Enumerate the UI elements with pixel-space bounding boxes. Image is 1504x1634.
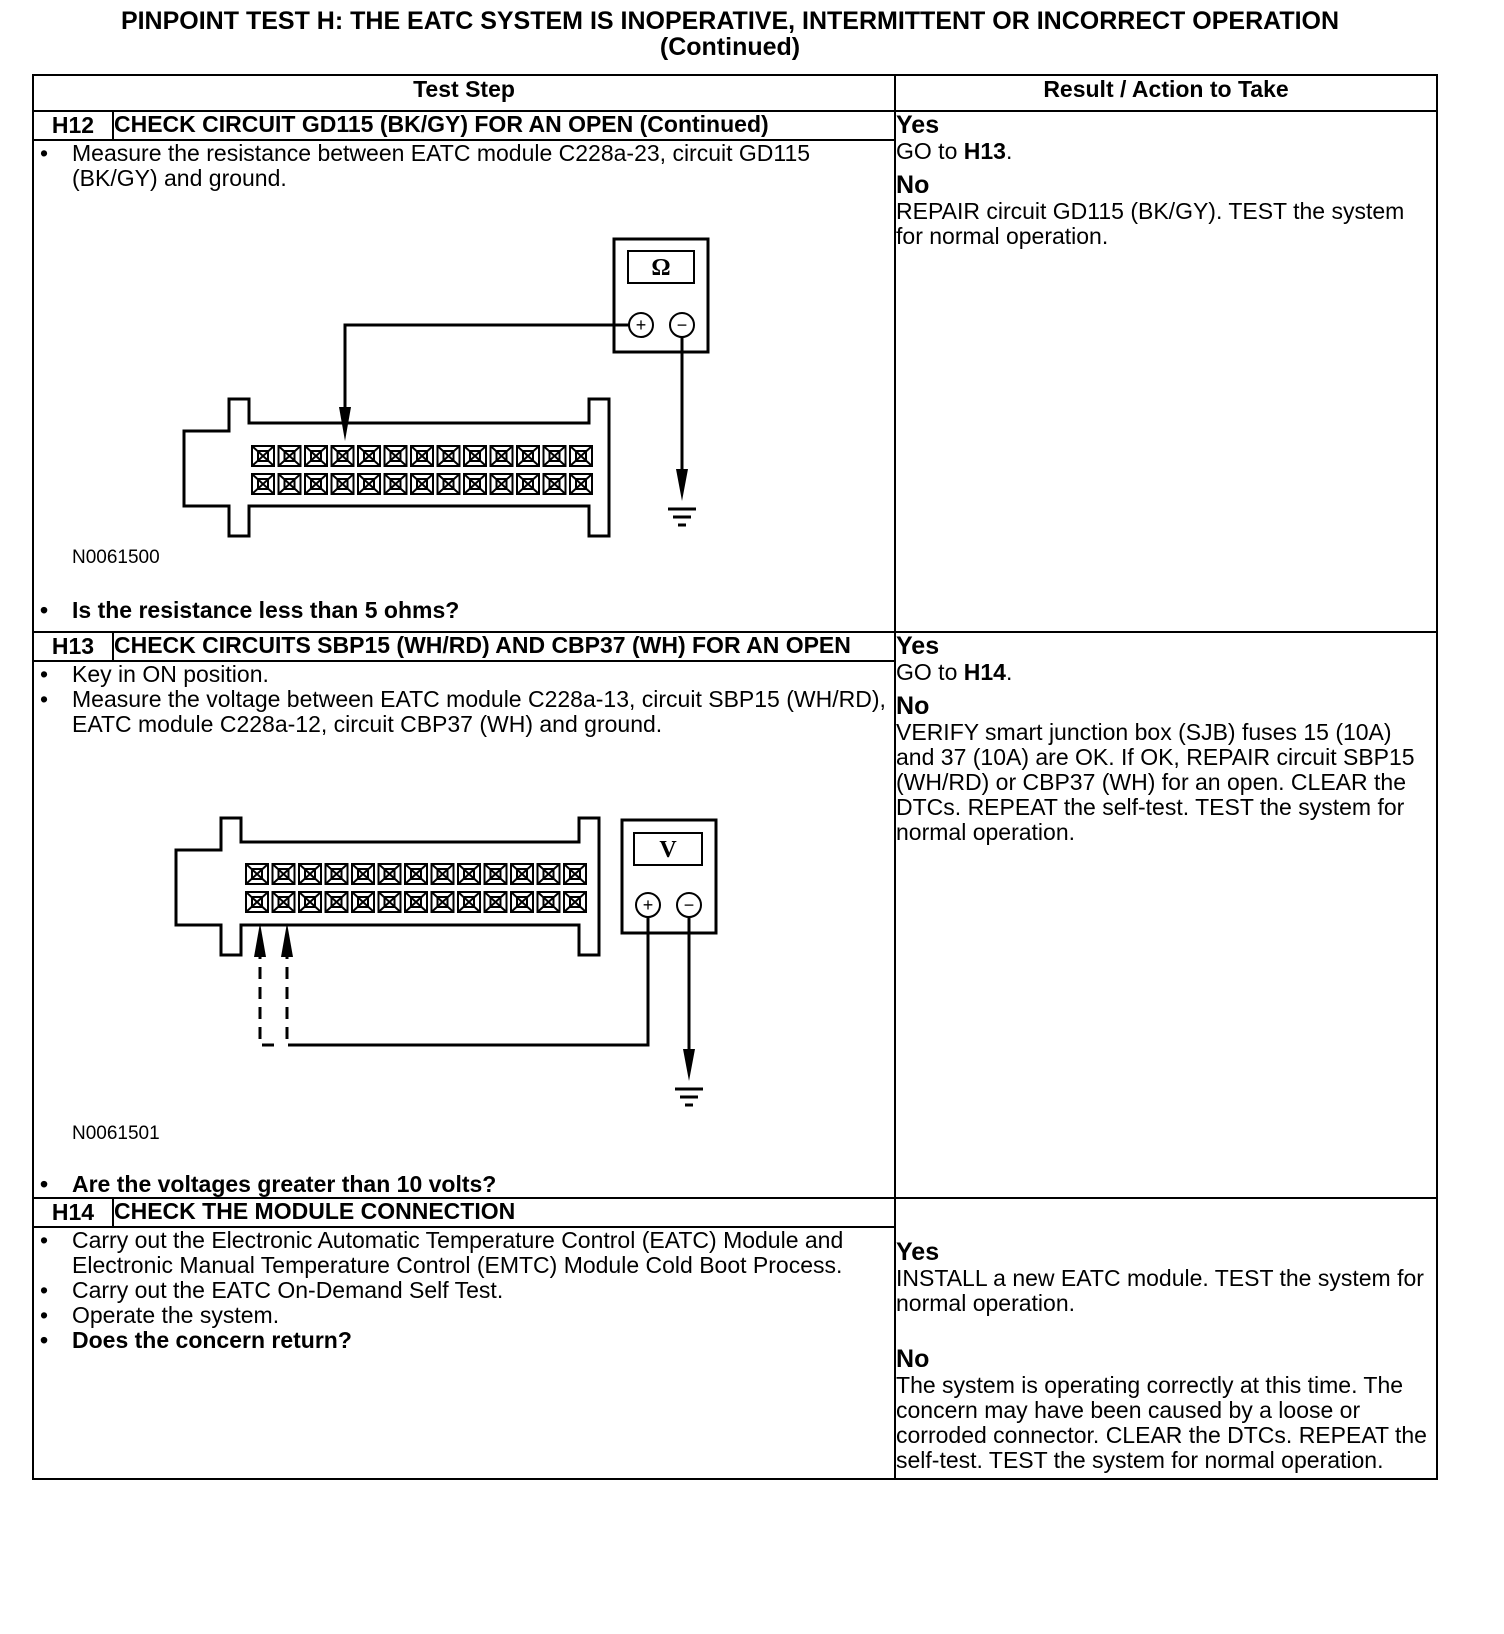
- probe-dashed-1: [260, 947, 274, 1045]
- probe-tip: [281, 923, 293, 957]
- no-action: VERIFY smart junction box (SJB) fuses 15 (10A) and 37 (10A) are OK. If OK, REPAIR circuit SBP15 (WH/RD) or CBP37 (WH) for an open. CLEAR the DTCs. REPEAT the self-test. TEST the system for normal operation.: [896, 719, 1415, 845]
- page-title: [0, 8, 1460, 60]
- no-action: The system is operating correctly at this time. The concern may have been caused by a loose or corroded connector. CLEAR the DTCs. REPEAT the self-test. TEST the system for normal operation.: [896, 1372, 1427, 1473]
- goto-target: H14: [963, 659, 1006, 685]
- step-title: CHECK THE MODULE CONNECTION: [113, 1198, 895, 1227]
- figure-id: N0061501: [72, 1123, 160, 1144]
- question-list: [34, 1172, 894, 1197]
- step-title: CHECK CIRCUITS SBP15 (WH/RD) AND CBP37 (WH) FOR AN OPEN: [113, 632, 895, 661]
- step-h13-body: [33, 661, 895, 1198]
- ground-probe: [676, 469, 688, 501]
- meter-symbol: V: [659, 837, 677, 863]
- step-h12-result: [895, 111, 1437, 632]
- yes-label: Yes: [896, 1238, 940, 1266]
- page-title-line1: PINPOINT TEST H: THE EATC SYSTEM IS INOPERATIVE, INTERMITTENT OR INCORRECT OPERATION: [120, 7, 1340, 35]
- step-title: CHECK CIRCUIT GD115 (BK/GY) FOR AN OPEN (Continued): [113, 111, 895, 140]
- step-h14-result: [895, 1198, 1437, 1479]
- figure-id: N0061500: [72, 547, 160, 568]
- step-h14-title-row: [33, 1198, 1437, 1227]
- goto-target: H13: [963, 138, 1006, 164]
- lead-positive: [288, 917, 648, 1045]
- step-id: H14: [33, 1198, 113, 1227]
- pinpoint-test-table: [32, 74, 1438, 1480]
- yes-action: GO to H14.: [896, 659, 1013, 685]
- header-test-step: Test Step: [33, 75, 895, 111]
- yes-action: GO to H13.: [896, 138, 1013, 164]
- bullet-item: • Measure the voltage between EATC module C228a-13, circuit SBP15 (WH/RD), EATC module C228a-12, circuit CBP37 (WH) and ground.: [72, 687, 894, 737]
- resistance-test-diagram: [34, 211, 794, 541]
- probe-tip: [254, 923, 266, 957]
- step-id: H12: [33, 111, 113, 140]
- yes-label: Yes: [896, 632, 940, 660]
- bullet-list: [34, 1228, 894, 1353]
- page-title-line2: (Continued): [659, 33, 801, 61]
- step-h14-body: [33, 1227, 895, 1479]
- table-header-row: [33, 75, 1437, 111]
- bullet-item: • Carry out the Electronic Automatic Temperature Control (EATC) Module and Electronic Manual Temperature Control (EMTC) Module Cold Boot Process.: [72, 1228, 894, 1278]
- meter-symbol: Ω: [651, 255, 671, 281]
- step-question: • Is the resistance less than 5 ohms?: [72, 598, 894, 623]
- bullet-item: • Operate the system.: [72, 1303, 894, 1328]
- step-h12-body: [33, 140, 895, 632]
- bullet-list: [34, 662, 894, 737]
- no-action: REPAIR circuit GD115 (BK/GY). TEST the system for normal operation.: [896, 198, 1405, 249]
- step-h13-title-row: [33, 632, 1437, 661]
- voltage-test-diagram: [34, 787, 794, 1117]
- svg-text:+: +: [635, 315, 647, 335]
- step-h12-title-row: [33, 111, 1437, 140]
- svg-text:−: −: [676, 315, 688, 335]
- question-list: [34, 598, 894, 623]
- bullet-list: [34, 141, 894, 191]
- step-question: • Are the voltages greater than 10 volts?: [72, 1172, 894, 1197]
- no-label: No: [896, 692, 930, 720]
- lead-positive: [345, 325, 629, 417]
- bullet-item: • Carry out the EATC On-Demand Self Test.: [72, 1278, 894, 1303]
- bullet-item: • Key in ON position.: [72, 662, 894, 687]
- no-label: No: [896, 1345, 930, 1373]
- step-id: H13: [33, 632, 113, 661]
- bullet-item: • Measure the resistance between EATC module C228a-23, circuit GD115 (BK/GY) and ground.: [72, 141, 894, 191]
- header-result: Result / Action to Take: [895, 75, 1437, 111]
- step-h13-result: [895, 632, 1437, 1198]
- step-question: • Does the concern return?: [72, 1328, 894, 1353]
- ground-probe: [683, 1049, 695, 1081]
- yes-action: INSTALL a new EATC module. TEST the system for normal operation.: [896, 1265, 1424, 1316]
- yes-label: Yes: [896, 111, 940, 139]
- no-label: No: [896, 171, 930, 199]
- svg-text:−: −: [683, 895, 695, 915]
- svg-text:+: +: [642, 895, 654, 915]
